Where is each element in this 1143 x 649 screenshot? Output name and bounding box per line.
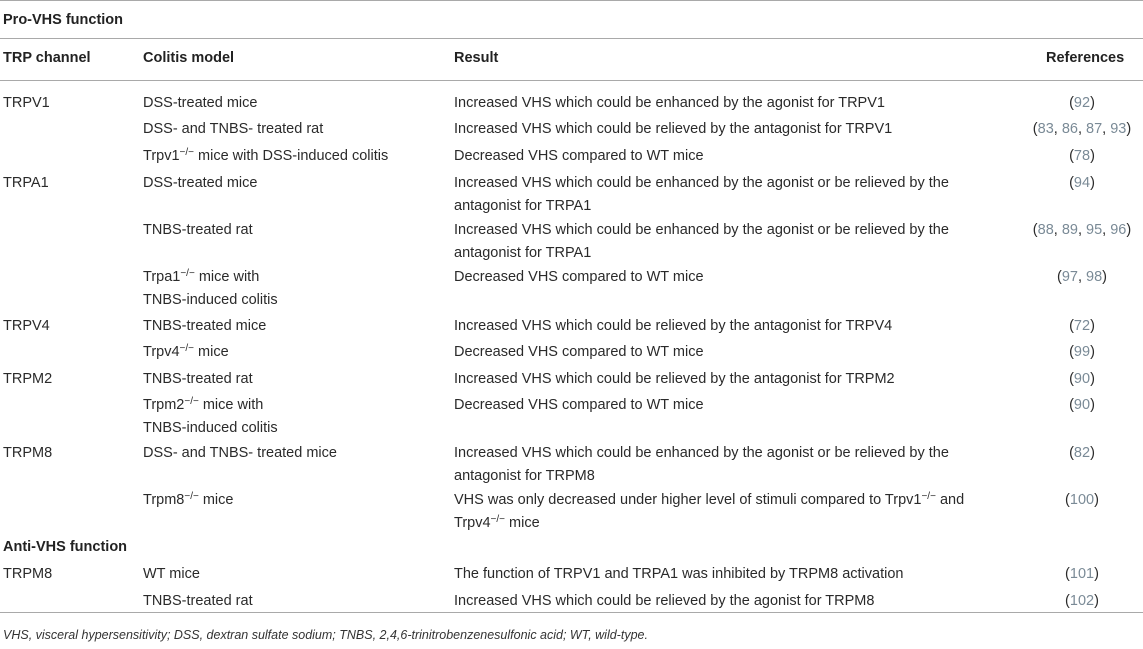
reference-link[interactable]: 96	[1110, 222, 1127, 238]
cell-references: (94)	[1069, 175, 1095, 191]
cell-references: (90)	[1069, 397, 1095, 413]
reference-link[interactable]: 100	[1069, 492, 1095, 508]
section-title-anti-vhs: Anti-VHS function	[3, 539, 128, 555]
cell-references: (72)	[1069, 318, 1095, 334]
cell-references: (92)	[1069, 95, 1095, 111]
header-result: Result	[454, 50, 499, 66]
reference-link[interactable]: 94	[1073, 175, 1091, 191]
cell-colitis-model: Trpv4−/− mice	[143, 343, 229, 360]
cell-result: The function of TRPV1 and TRPA1 was inhibited by TRPM8 activation	[454, 566, 904, 582]
cell-trp-channel: TRPA1	[3, 175, 49, 191]
reference-link[interactable]: 72	[1073, 318, 1091, 334]
cell-result: Increased VHS which could be relieved by the agonist for TRPM8	[454, 593, 875, 609]
superscript: −/−	[490, 513, 505, 525]
table-footnote: VHS, visceral hypersensitivity; DSS, dextran sulfate sodium; TNBS, 2,4,6-trinitrobenzenesulfonic acid; WT, wild-type.	[3, 628, 648, 642]
cell-result: Increased VHS which could be enhanced by the agonist for TRPV1	[454, 95, 885, 111]
cell-result: Increased VHS which could be relieved by the antagonist for TRPV1	[454, 121, 893, 137]
section-title-pro-vhs: Pro-VHS function	[3, 12, 124, 28]
cell-result: Decreased VHS compared to WT mice	[454, 397, 704, 413]
reference-link[interactable]: 93	[1110, 121, 1127, 137]
cell-colitis-model: TNBS-treated mice	[143, 318, 267, 334]
reference-link[interactable]: 82	[1073, 445, 1091, 461]
cell-references: (99)	[1069, 344, 1095, 360]
reference-link[interactable]: 89	[1061, 222, 1078, 238]
cell-result: Increased VHS which could be enhanced by the agonist or be relieved by the antagonist for TRPA1	[454, 222, 949, 261]
cell-trp-channel: TRPV1	[3, 95, 50, 111]
cell-result: VHS was only decreased under higher level of stimuli compared to Trpv1−/− and Trpv4−/− mice	[454, 491, 965, 531]
cell-references: (97, 98)	[1056, 269, 1108, 285]
cell-colitis-model: WT mice	[143, 566, 200, 582]
cell-result: Increased VHS which could be enhanced by the agonist or be relieved by the antagonist for TRPM8	[454, 445, 949, 484]
header-colitis-model: Colitis model	[143, 50, 235, 66]
cell-result: Decreased VHS compared to WT mice	[454, 269, 704, 285]
cell-colitis-model: DSS- and TNBS- treated mice	[143, 445, 337, 461]
cell-references: (83, 86, 87, 93)	[1032, 121, 1132, 137]
cell-result: Increased VHS which could be enhanced by the agonist or be relieved by the antagonist for TRPA1	[454, 175, 949, 214]
cell-result: Decreased VHS compared to WT mice	[454, 344, 704, 360]
reference-link[interactable]: 98	[1086, 269, 1103, 285]
cell-trp-channel: TRPM2	[3, 371, 53, 387]
cell-colitis-model: TNBS-treated rat	[143, 371, 253, 387]
superscript: −/−	[179, 147, 194, 158]
header-references: References	[1046, 50, 1125, 66]
reference-link[interactable]: 102	[1069, 593, 1095, 609]
reference-link[interactable]: 92	[1073, 95, 1091, 111]
reference-link[interactable]: 90	[1073, 371, 1091, 387]
cell-references: (101)	[1065, 566, 1099, 582]
cell-colitis-model: DSS-treated mice	[143, 175, 258, 191]
reference-link[interactable]: 101	[1069, 566, 1095, 582]
superscript: −/−	[184, 396, 199, 407]
reference-link[interactable]: 88	[1037, 222, 1054, 238]
superscript: −/−	[184, 491, 199, 502]
superscript: −/−	[921, 491, 936, 502]
superscript: −/−	[179, 343, 194, 354]
cell-result: Increased VHS which could be relieved by the antagonist for TRPV4	[454, 318, 893, 334]
header-trp-channel: TRP channel	[3, 50, 91, 66]
cell-references: (90)	[1069, 371, 1095, 387]
reference-link[interactable]: 95	[1086, 222, 1103, 238]
cell-references: (102)	[1065, 593, 1099, 609]
header-rule	[0, 80, 1143, 81]
reference-link[interactable]: 86	[1061, 121, 1078, 137]
cell-trp-channel: TRPM8	[3, 566, 53, 582]
reference-link[interactable]: 99	[1073, 344, 1091, 360]
cell-colitis-model: DSS-treated mice	[143, 95, 258, 111]
cell-result: Decreased VHS compared to WT mice	[454, 148, 704, 164]
cell-colitis-model: TNBS-treated rat	[143, 222, 253, 238]
reference-link[interactable]: 78	[1073, 148, 1091, 164]
reference-link[interactable]: 97	[1061, 269, 1078, 285]
reference-link[interactable]: 83	[1037, 121, 1054, 137]
cell-trp-channel: TRPV4	[3, 318, 50, 334]
cell-colitis-model: Trpv1−/− mice with DSS-induced colitis	[143, 147, 389, 164]
cell-references: (88, 89, 95, 96)	[1032, 222, 1132, 238]
cell-colitis-model: Trpm2−/− mice with TNBS-induced colitis	[143, 396, 278, 436]
reference-link[interactable]: 87	[1086, 121, 1103, 137]
cell-colitis-model: TNBS-treated rat	[143, 593, 253, 609]
section-rule	[0, 38, 1143, 39]
cell-trp-channel: TRPM8	[3, 445, 53, 461]
superscript: −/−	[180, 268, 195, 279]
cell-references: (100)	[1065, 492, 1099, 508]
cell-references: (78)	[1069, 148, 1095, 164]
cell-colitis-model: DSS- and TNBS- treated rat	[143, 121, 324, 137]
reference-link[interactable]: 90	[1073, 397, 1091, 413]
cell-references: (82)	[1069, 445, 1095, 461]
cell-colitis-model: Trpa1−/− mice with TNBS-induced colitis	[143, 268, 278, 308]
cell-result: Increased VHS which could be relieved by the antagonist for TRPM2	[454, 371, 895, 387]
cell-colitis-model: Trpm8−/− mice	[143, 491, 234, 508]
top-rule	[0, 0, 1143, 1]
bottom-rule	[0, 612, 1143, 613]
